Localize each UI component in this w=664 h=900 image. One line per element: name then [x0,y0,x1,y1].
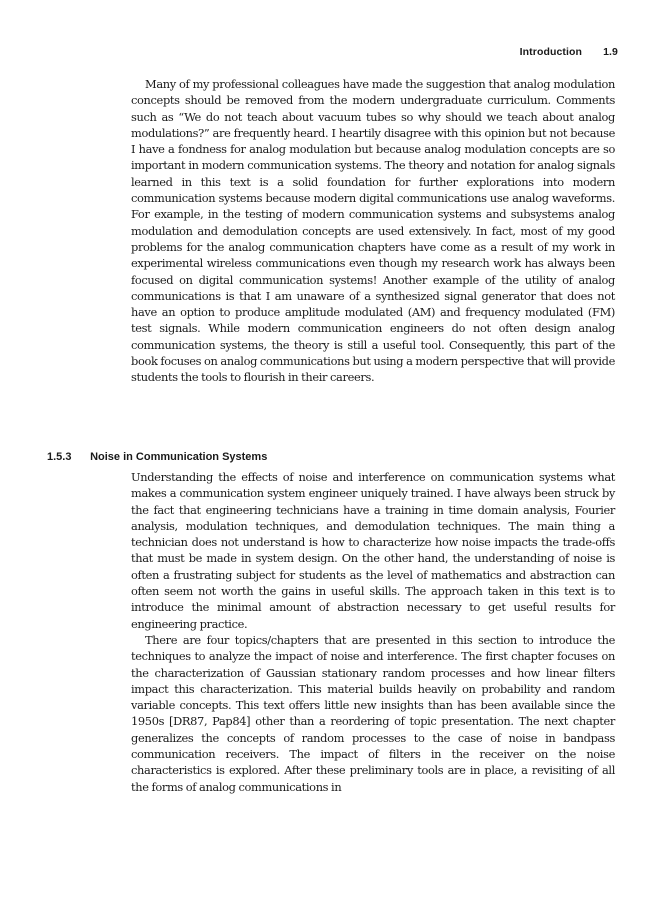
running-head-title: Introduction [519,46,583,58]
paragraph-four-topics: There are four topics/chapters that are presented in this section to introduce the techniques to analyze the impact of noise and interference. The first chapter focuses on the characterization of Gaussian stationary random processes and how linear filters impact this characterization. This material builds heavily on probability and random variable concepts. This text offers little new insights than has been available since the 1950s [DR87, Pap84] other than a reordering of topic presentation. The next chapter generalizes the concepts of random processes to the case of noise in bandpass communication receivers. The impact of filters in the receiver on the noise characteristics is explored. After these preliminary tools are in place, a revisiting of all the forms of analog communications in [131,632,615,794]
section-heading [47,451,267,463]
intro-text-block [131,76,615,386]
section-text-block [131,469,615,795]
page-number: 1.9 [603,46,618,58]
section-number: 1.5.3 [47,451,72,463]
paragraph-noise-understanding: Understanding the effects of noise and interference on communication systems what makes a communication system engineer uniquely trained. I have always been struck by the fact that engineering technicians have a training in time domain analysis, Fourier analysis, modulation techniques, and demodulation techniques. The main thing a technician does not understand is how to characterize how noise impacts the trade-offs that must be made in system design. On the other hand, the understanding of noise is often a frustrating subject for students as the level of mathematics and abstraction can often seem not worth the gains in useful skills. The approach taken in this text is to introduce the minimal amount of abstraction necessary to get useful results for engineering practice. [131,470,615,631]
running-head [520,46,618,58]
paragraph-analog-modulation: Many of my professional colleagues have made the suggestion that analog modulation concepts should be removed from the modern undergraduate curriculum. Comments such as “We do not teach about vacuum tubes so why should we teach about analog modulations?” are frequently heard. I heartily disagree with this opinion but not because I have a fondness for analog modulation but because analog modulation concepts are so important in modern communication systems. The theory and notation for analog signals learned in this text is a solid foundation for further explorations into modern communication systems because modern digital communications use analog waveforms. For example, in the testing of modern communication systems and subsystems analog modulation and demodulation concepts are used extensively. In fact, most of my good problems for the analog communication chapters have come as a result of my work in experimental wireless communications even though my research work has always been focused on digital communication systems! Another example of the utility of analog communications is that I am unaware of a synthesized signal generator that does not have an option to produce amplitude modulated (AM) and frequency modulated (FM) test signals. While modern communication engineers do not often design analog communication systems, the theory is still a useful tool. Consequently, this part of the book focuses on analog communications but using a modern perspective that will provide students the tools to flourish in their careers. [131,77,615,385]
section-title: Noise in Communication Systems [90,451,268,463]
